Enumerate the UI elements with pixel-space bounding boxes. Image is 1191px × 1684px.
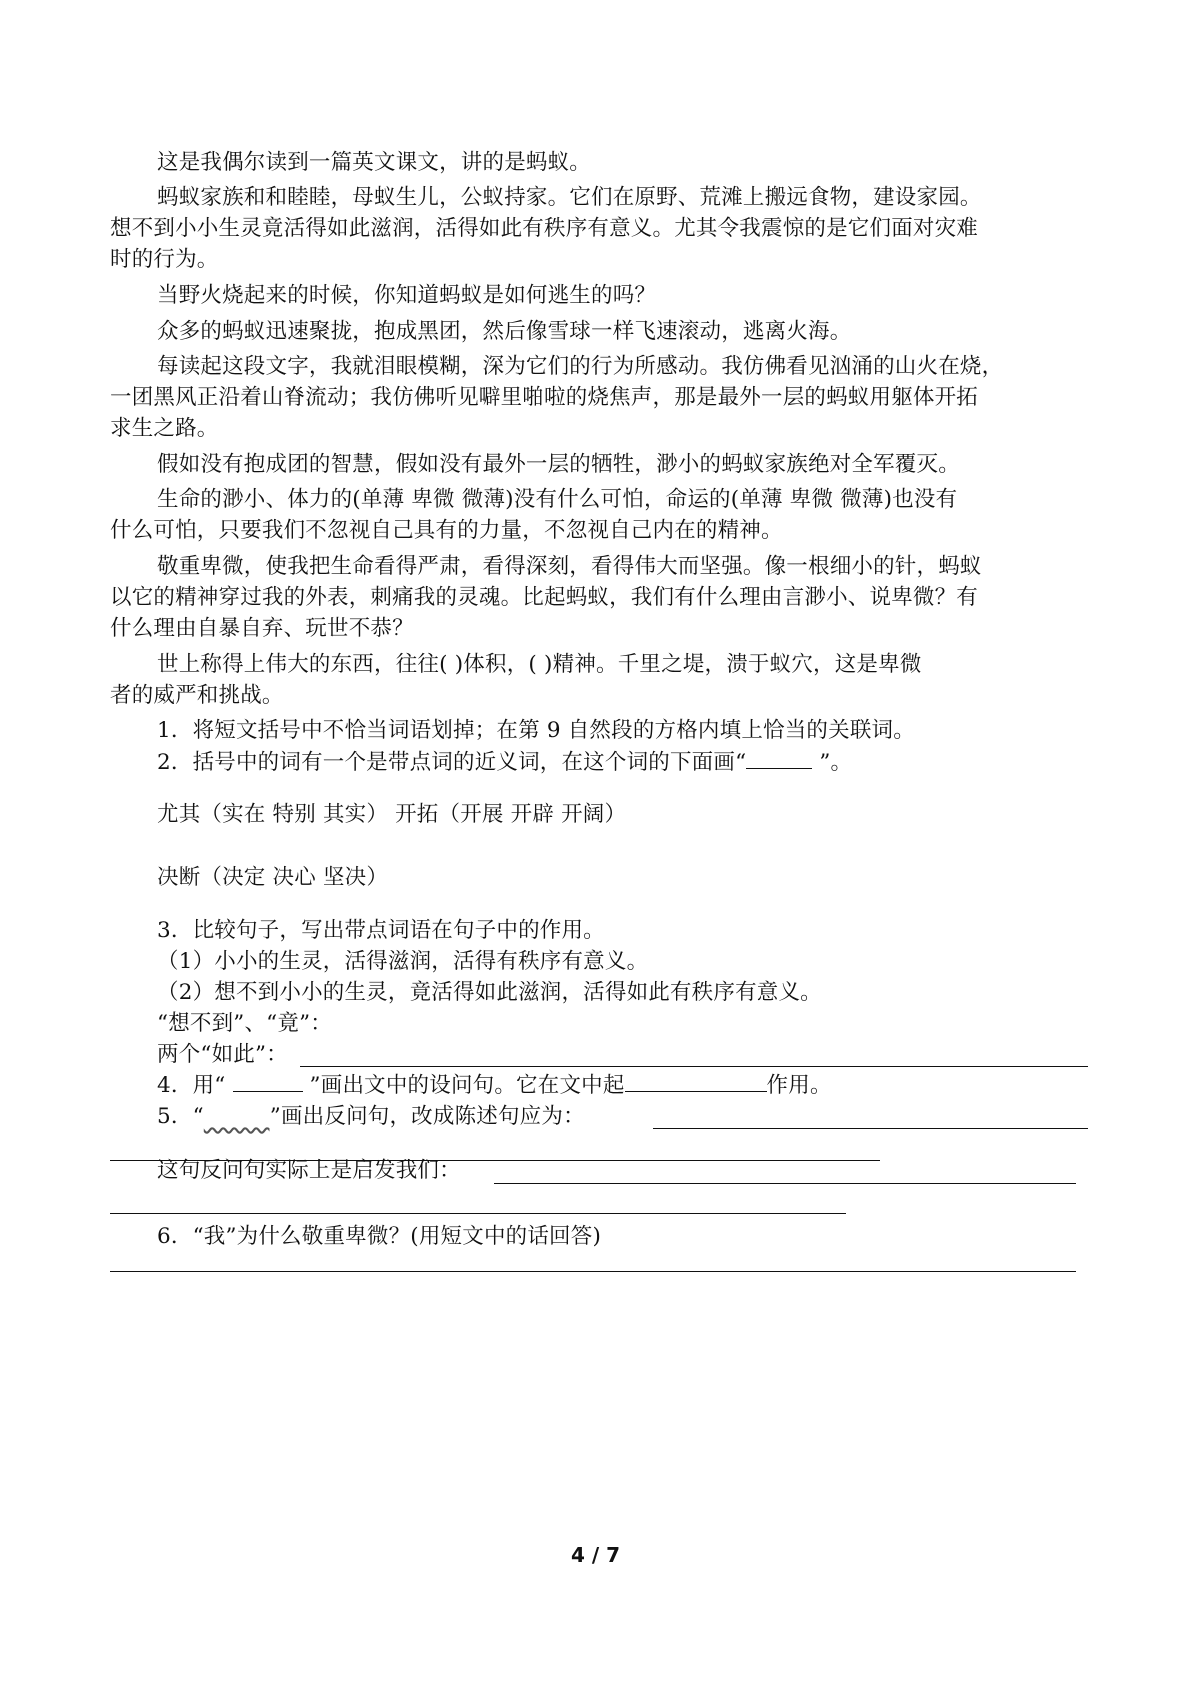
passage-line: 什么理由自暴自弃、玩世不恭？ [110,616,414,641]
question-3-answer-2: 两个“如此”： [157,1042,288,1067]
wavy-underline-sample [204,1102,270,1118]
passage-line: 这是我偶尔读到一篇英文课文，讲的是蚂蚁。 [157,150,592,175]
question-5 [157,1102,585,1132]
underline-sample [233,1071,303,1092]
passage-line: 一团黑风正沿着山脊流动；我仿佛听见噼里啪啦的烧焦声，那是最外一层的蚂蚁用躯体开拓 [110,385,979,410]
question-3-sentence-2: （2）想不到小小的生灵，竟活得如此滋润，活得如此有秩序有意义。 [157,980,822,1005]
passage-line: 时的行为。 [110,247,219,272]
passage-line: 以它的精神穿过我的外表，刺痛我的灵魂。比起蚂蚁，我们有什么理由言渺小、说卑微？有 [110,585,979,610]
question-1: 1．将短文括号中不恰当词语划掉；在第 9 自然段的方格内填上恰当的关联词。 [157,718,915,743]
passage-line: 当野火烧起来的时候，你知道蚂蚁是如何逃生的吗？ [157,283,657,308]
answer-line[interactable] [110,1271,1076,1272]
question-3-sentence-1: （1）小小的生灵，活得滋润，活得有秩序有意义。 [157,949,649,974]
answer-line[interactable] [494,1183,1076,1184]
passage-line: 每读起这段文字，我就泪眼模糊，深为它们的行为所感动。我仿佛看见汹涌的山火在烧， [157,354,1004,379]
question-6: 6．“我”为什么敬重卑微？(用短文中的话回答) [157,1224,602,1249]
question-3: 3．比较句子，写出带点词语在句子中的作用。 [157,918,605,943]
passage-line: 敬重卑微，使我把生命看得严肃，看得深刻，看得伟大而坚强。像一根细小的针，蚂蚁 [157,554,982,579]
question-2-suffix: ”。 [812,750,853,775]
question-4-mid: ”画出文中的设问句。它在文中起 [302,1073,625,1098]
answer-blank[interactable] [625,1071,767,1092]
question-2 [157,748,852,778]
passage-line: 想不到小小生灵竟活得如此滋润，活得如此有秩序有意义。尤其令我震惊的是它们面对灾难 [110,216,979,241]
passage-line: 什么可怕，只要我们不忽视自己具有的力量，不忽视自己内在的精神。 [110,518,783,543]
question-4-prefix: 4．用“ [157,1073,233,1098]
question-5-b: 这句反问句实际上是启发我们： [157,1158,461,1183]
question-2-options-2: 决断（决定 决心 坚决） [157,865,389,890]
passage-line: 假如没有抱成团的智慧，假如没有最外一层的牺牲，渺小的蚂蚁家族绝对全军覆灭。 [157,452,960,477]
question-5-mid: ”画出反问句，改成陈述句应为： [269,1104,585,1129]
question-2-prefix: 2．括号中的词有一个是带点词的近义词，在这个词的下面画“ [157,750,747,775]
answer-line[interactable] [110,1213,846,1214]
passage-line: 世上称得上伟大的东西，往往( )体积，( )精神。千里之堤，溃于蚁穴，这是卑微 [157,652,922,677]
answer-line[interactable] [300,1066,1088,1067]
question-4-suffix: 作用。 [766,1073,832,1098]
passage-line: 蚂蚁家族和和睦睦，母蚁生儿，公蚁持家。它们在原野、荒滩上搬远食物，建设家园。 [157,185,982,210]
underline-sample [746,748,812,769]
passage-line: 众多的蚂蚁迅速聚拢，抱成黑团，然后像雪球一样飞速滚动，逃离火海。 [157,319,852,344]
page-number: 4 / 7 [570,1543,621,1567]
question-5-prefix: 5．“ [157,1104,204,1129]
passage-line: 求生之路。 [110,416,219,441]
question-4 [157,1071,832,1101]
question-3-answer-1: “想不到”、“竟”： [157,1011,332,1036]
passage-line: 者的威严和挑战。 [110,683,284,708]
passage-line: 生命的渺小、体力的(单薄 卑微 微薄)没有什么可怕，命运的(单薄 卑微 微薄)也没有 [157,487,958,512]
question-2-options-1: 尤其（实在 特别 其实） 开拓（开展 开辟 开阔） [157,802,627,827]
answer-line[interactable] [653,1128,1088,1129]
